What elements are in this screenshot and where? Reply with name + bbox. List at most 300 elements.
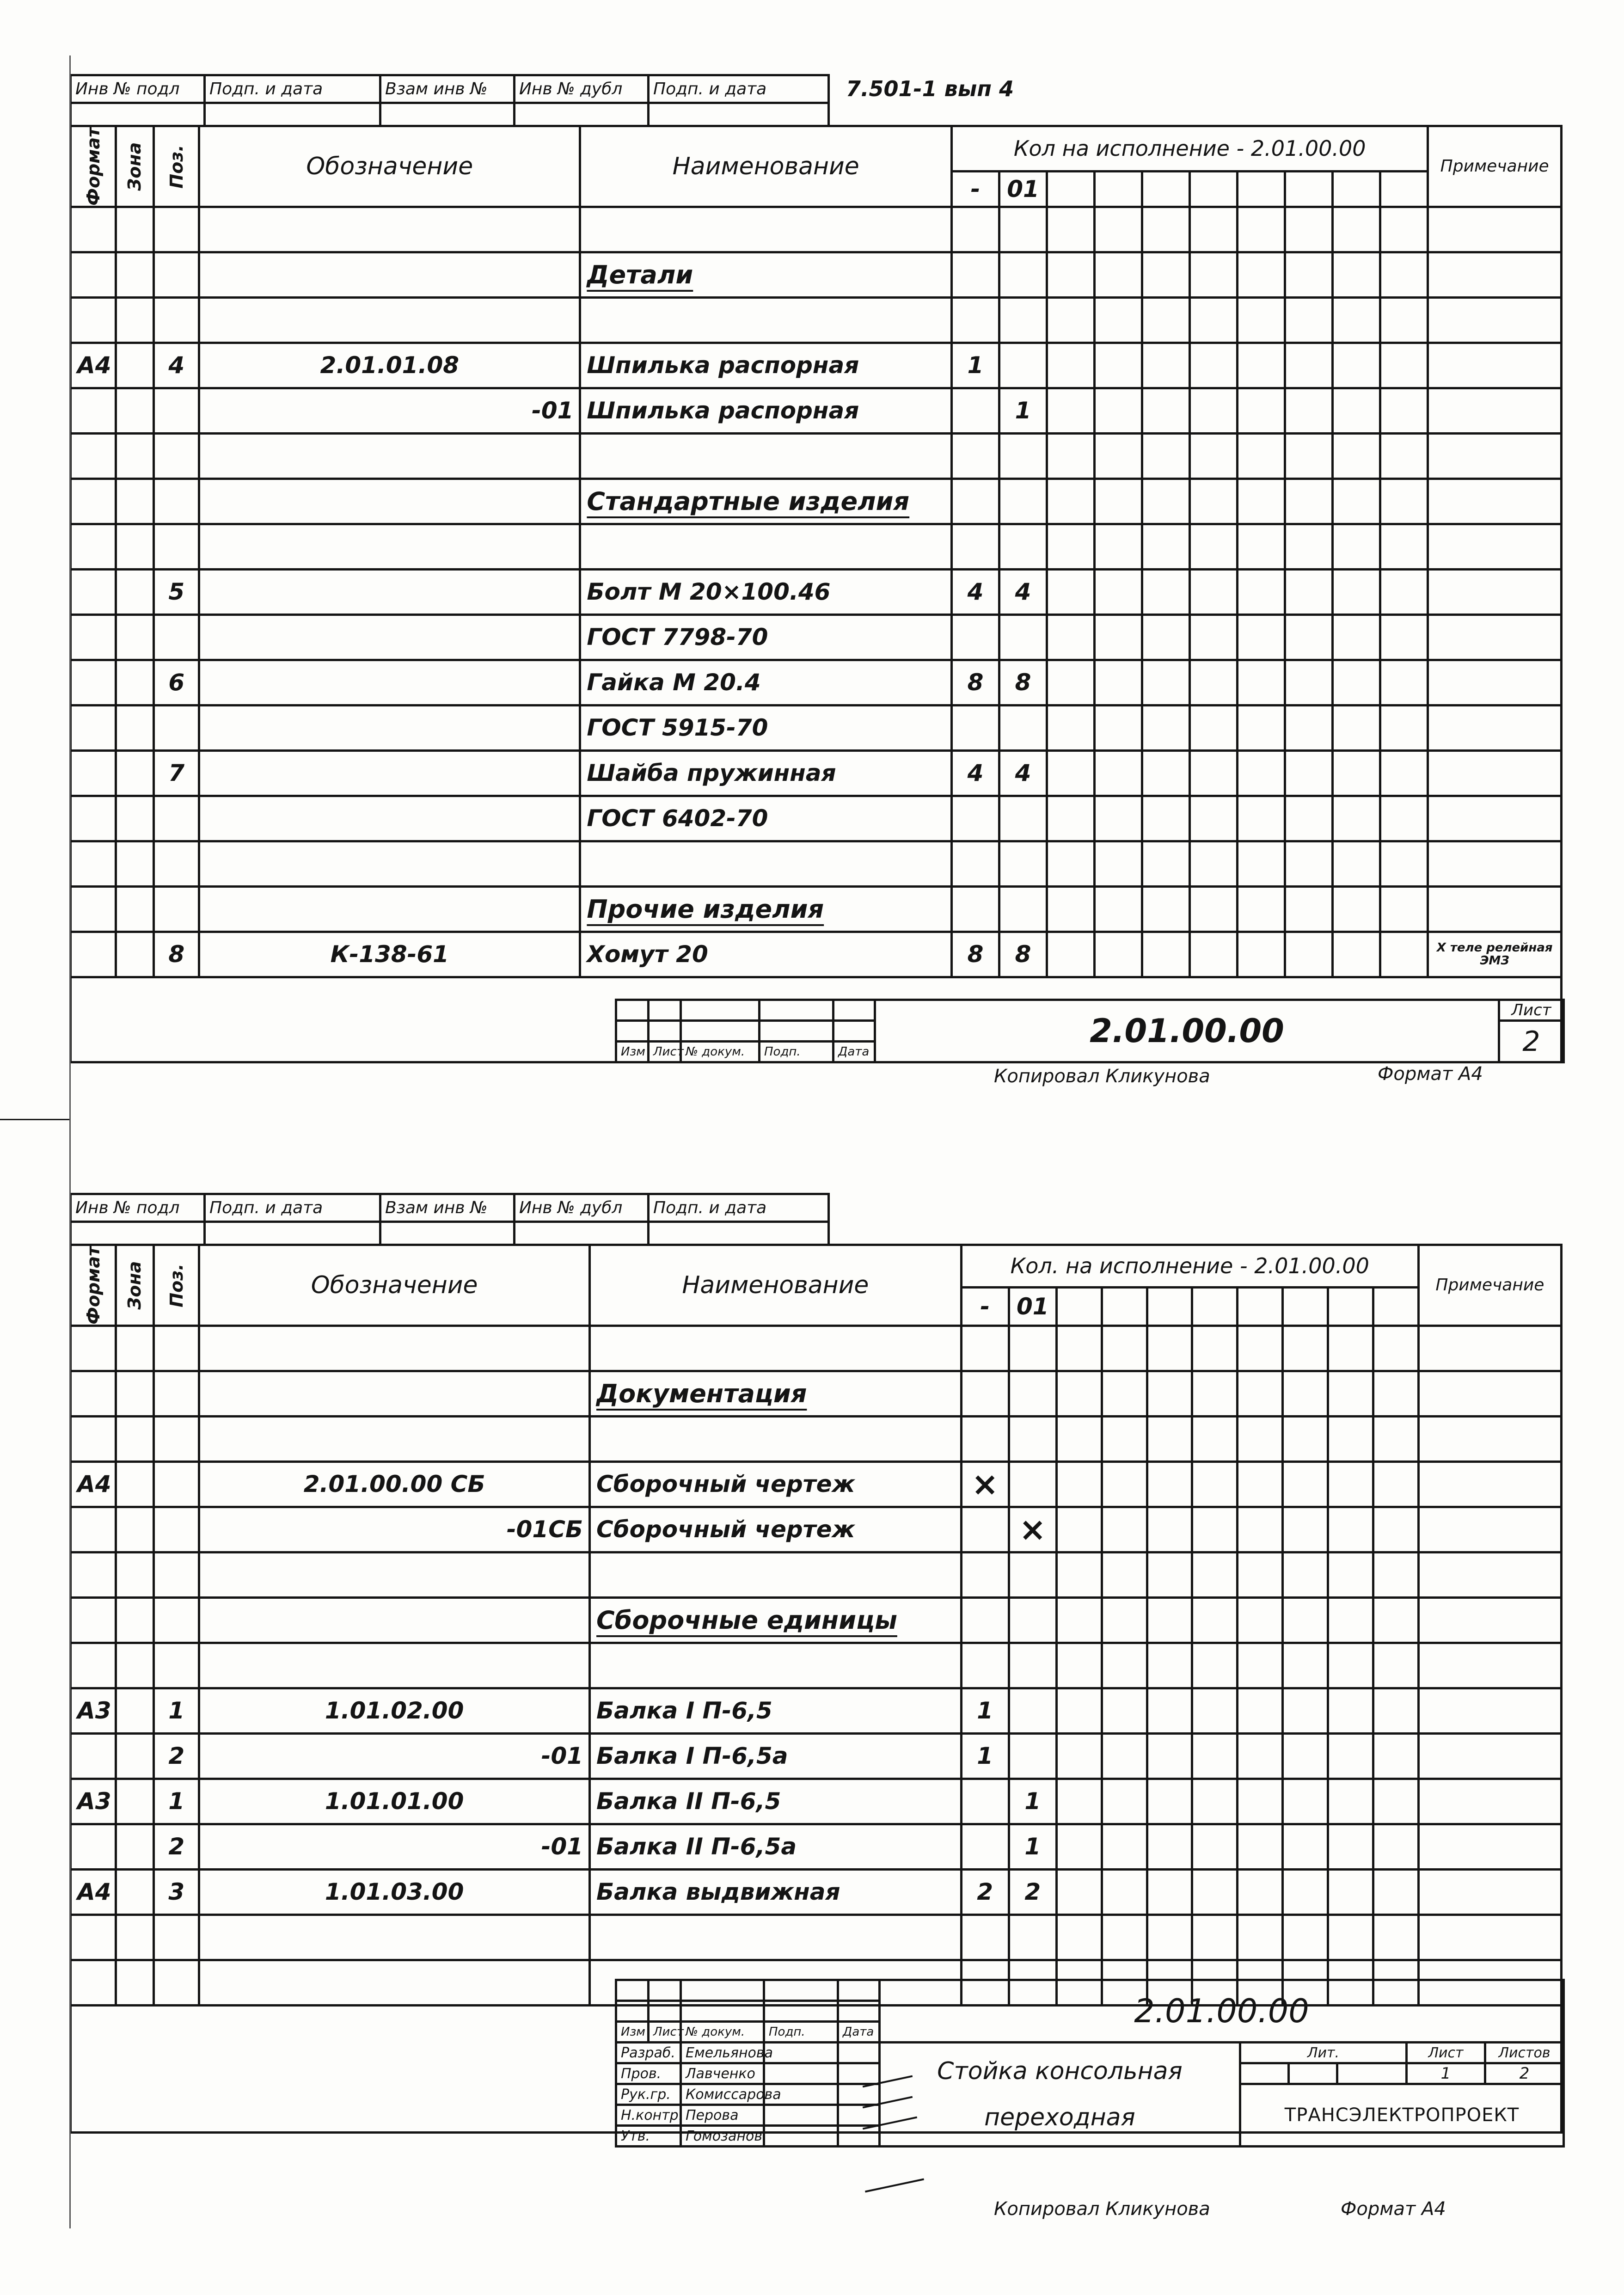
cell-qty-extra [1102,1869,1147,1915]
cell-qty-extra [1147,1507,1192,1552]
cell-qty-extra [1102,1461,1147,1507]
cell-name: Балка II П-6,5а [590,1824,962,1869]
cell-qty-extra [1056,1643,1102,1688]
cell-qty-extra [1102,1824,1147,1869]
cell-qty-extra [1056,1507,1102,1552]
cell-qty-extra [1373,1371,1418,1416]
cell-qty-b [1009,1461,1056,1507]
cell-pos: 1 [154,1779,199,1824]
cell-qty-extra [1373,1779,1418,1824]
tb-col: Изм [616,1042,649,1062]
cell-qty-extra [1238,1461,1283,1507]
cell-qty-extra [1373,1688,1418,1733]
sheets-total: 2 [1485,2063,1564,2084]
cell-name [590,1552,962,1597]
cell-format: А4 [71,1869,116,1915]
cell-qty-extra [1056,1688,1102,1733]
cell-name: Шпилька распорная [580,388,952,433]
cell-qty-extra [1328,1416,1373,1461]
cell-qty-extra [1192,1371,1238,1416]
cell-name: ГОСТ 7798-70 [580,614,952,660]
cell-name: Сборочный чертеж [590,1461,962,1507]
cell-qty-extra [1056,1371,1102,1416]
cell-qty-extra [1283,1688,1328,1733]
cell-format [71,1371,116,1416]
role-label: Пров. [616,2063,681,2084]
cell-name: Балка I П-6,5а [590,1733,962,1779]
cell-qty-a: 8 [952,932,999,977]
cell-qty-extra [1056,1733,1102,1779]
cell-qty-extra [1102,1915,1147,1960]
cell-qty-extra [1102,1416,1147,1461]
cell-qty-extra [1192,1688,1238,1733]
cell-name: ГОСТ 5915-70 [580,705,952,750]
table-row [71,1371,1562,1416]
section-heading: Сборочные единицы [596,1605,897,1635]
cell-zone [116,1960,153,2005]
cell-qty-b: 1 [1009,1779,1056,1824]
table-row [71,1915,1562,1960]
header-qty-a: - [952,171,999,207]
cell-qty-b [1009,1915,1056,1960]
stamp-col: Подп. и дата [205,75,380,103]
cell-qty-extra [1328,1869,1373,1915]
cell-qty-a [961,1507,1009,1552]
tb-col: Дата [833,1042,875,1062]
cell-qty-extra [1328,1688,1373,1733]
role-label: Утв. [616,2126,681,2147]
cell-qty-extra [1328,1461,1373,1507]
tb-col: Лист [649,1042,681,1062]
cell-qty-extra [1238,1325,1283,1371]
cell-qty-extra [1328,1824,1373,1869]
role-label: Н.контр. [616,2105,681,2126]
table-row [71,1461,1562,1507]
cell-designation: 2.01.00.00 СБ [199,1461,590,1507]
document-title-line1: Стойка консольная [937,2057,1183,2085]
header-note: Примечание [1418,1245,1561,1326]
cell-qty-extra [1056,1915,1102,1960]
cell-note [1418,1371,1561,1416]
section-heading: Документация [596,1379,807,1408]
cell-qty-a [961,1597,1009,1643]
cell-pos: 2 [154,1733,199,1779]
cell-qty-extra [1283,1915,1328,1960]
cell-qty-extra [1238,1915,1283,1960]
stamp-col: Инв № дубл [515,1194,649,1222]
tb-col: Лист [649,2022,681,2043]
cell-qty-extra [1102,1688,1147,1733]
cell-note [1418,1915,1561,1960]
cell-pos: 8 [154,932,199,977]
cell-designation: 1.01.03.00 [199,1869,590,1915]
cell-qty-extra [1192,1552,1238,1597]
tb-col: № докум. [681,1042,760,1062]
cell-qty-a [961,1416,1009,1461]
cell-name: Хомут 20 [580,932,952,977]
cell-name [590,1643,962,1688]
tb-col: Дата [838,2022,880,2043]
cell-format [71,1915,116,1960]
tb-col: Подп. [760,1042,833,1062]
cell-designation [199,1960,590,2005]
cell-qty-a [961,1643,1009,1688]
header-note: Примечание [1428,126,1562,207]
sheet-number: 2 [1499,1021,1564,1062]
cell-pos: 1 [154,1688,199,1733]
cell-qty-extra [1238,1688,1283,1733]
sheet-number: 1 [1407,2063,1485,2084]
cell-qty-b: 2 [1009,1869,1056,1915]
cell-qty-extra [1102,1325,1147,1371]
cell-note [1418,1733,1561,1779]
margin-line [69,55,71,2228]
cell-qty-b [1009,1552,1056,1597]
cell-qty-extra [1056,1416,1102,1461]
cell-qty-extra [1373,1824,1418,1869]
cell-qty-a: 1 [952,343,999,388]
cell-pos [154,1643,199,1688]
cell-zone [116,1371,153,1416]
cell-zone [116,1779,153,1824]
cell-qty-extra [1102,1643,1147,1688]
cell-format [71,1416,116,1461]
stamp-col: Подп. и дата [649,1194,829,1222]
cell-pos [154,1461,199,1507]
header-name: Наименование [580,126,952,207]
sheet-format: Формат А4 [1378,1063,1483,1085]
cell-qty-extra [1192,1733,1238,1779]
cell-qty-extra [1102,1733,1147,1779]
header-qty-a: - [961,1287,1009,1325]
cell-qty-a: 4 [952,750,999,796]
header-qty-title: Кол на исполнение - 2.01.00.00 [952,126,1428,172]
cell-format [71,1643,116,1688]
cell-qty-extra [1283,1461,1328,1507]
cell-designation: 2.01.01.08 [199,343,580,388]
stamp-col: Подп. и дата [649,75,829,103]
cell-name: Балка II П-6,5 [590,1779,962,1824]
cell-qty-extra [1147,1416,1192,1461]
cell-qty-extra [1147,1688,1192,1733]
cell-zone [116,1869,153,1915]
signature-mark [865,2178,924,2193]
cell-name: Гайка М 20.4 [580,660,952,705]
cell-qty-extra [1056,1461,1102,1507]
cell-designation [199,1597,590,1643]
cell-zone [116,1507,153,1552]
header-qty-b: 01 [1009,1287,1056,1325]
cell-note [1418,1824,1561,1869]
cell-qty-extra [1147,1643,1192,1688]
cell-zone [116,1915,153,1960]
header-format: Формат [71,126,116,207]
title-block-2 [615,1979,1565,2148]
role-name: Гомозанов [681,2126,764,2147]
cell-designation: -01 [199,1733,590,1779]
cell-zone [116,1824,153,1869]
cell-name [590,1416,962,1461]
cell-format [71,1733,116,1779]
cell-qty-extra [1283,1371,1328,1416]
cell-qty-extra [1147,1461,1192,1507]
cell-designation: 1.01.02.00 [199,1688,590,1733]
cell-name [590,1915,962,1960]
doc-number: 2.01.00.00 [875,1000,1499,1062]
cell-qty-extra [1056,1869,1102,1915]
cell-pos [154,1416,199,1461]
cell-pos: 4 [154,343,199,388]
section-heading: Детали [587,260,693,289]
cell-pos: 5 [154,569,199,614]
section-heading: Прочие изделия [587,894,824,924]
cell-qty-extra [1328,1325,1373,1371]
cell-note [1418,1416,1561,1461]
cell-name [590,1325,962,1371]
cell-qty-extra [1283,1507,1328,1552]
cell-zone [116,1552,153,1597]
table-row [71,1688,1562,1733]
cell-note [1418,1688,1561,1733]
cell-qty-extra [1373,1733,1418,1779]
cell-qty-extra [1373,1507,1418,1552]
cell-zone [116,1461,153,1507]
cell-qty-extra [1102,1779,1147,1824]
table-row [71,1824,1562,1869]
cell-qty-extra [1147,1733,1192,1779]
cell-qty-b: 4 [999,569,1047,614]
cell-qty-b [1009,1733,1056,1779]
cell-qty-extra [1238,1824,1283,1869]
cell-qty-extra [1056,1824,1102,1869]
table-row [71,1552,1562,1597]
header-pos: Поз. [154,126,199,207]
cell-qty-extra [1192,1416,1238,1461]
cell-name [590,1597,962,1643]
cell-qty-extra [1102,1552,1147,1597]
cell-qty-extra [1192,1597,1238,1643]
cell-note [1418,1643,1561,1688]
cell-qty-extra [1328,1733,1373,1779]
stamp-header-2 [69,1193,830,1246]
cell-qty-extra [1328,1552,1373,1597]
sheets-label: Листов [1485,2043,1564,2063]
role-name: Комиссарова [681,2084,764,2105]
header-zone: Зона [116,1245,153,1326]
cell-pos: 3 [154,1869,199,1915]
cell-format [71,1597,116,1643]
cell-name [590,1371,962,1416]
role-signature [764,2043,838,2063]
header-designation: Обозначение [199,1245,590,1326]
cell-format [71,1552,116,1597]
table-row [71,1779,1562,1824]
cell-qty-extra [1238,1779,1283,1824]
header-qty-b: 01 [999,171,1047,207]
cell-name: Балка выдвижная [590,1869,962,1915]
cell-qty-extra [1147,1371,1192,1416]
cell-name: Сборочный чертеж [590,1507,962,1552]
cell-qty-b: 1 [1009,1824,1056,1869]
cell-qty-extra [1373,1325,1418,1371]
header-qty-title: Кол. на исполнение - 2.01.00.00 [961,1245,1418,1288]
cell-qty-extra [1192,1461,1238,1507]
table-row [71,1733,1562,1779]
cell-qty-a: × [961,1461,1009,1507]
table-row [71,1416,1562,1461]
cell-qty-extra [1192,1779,1238,1824]
role-label: Разраб. [616,2043,681,2063]
cell-qty-extra [1192,1869,1238,1915]
cell-qty-extra [1056,1779,1102,1824]
cell-qty-b [1009,1416,1056,1461]
cell-qty-extra [1328,1915,1373,1960]
spec-table-2 [69,1244,1563,2007]
sheet-label: Лист [1407,2043,1485,2063]
cell-pos [154,1325,199,1371]
cell-qty-b: 8 [999,660,1047,705]
cell-designation [199,1371,590,1416]
stamp-col: Взам инв № [380,1194,515,1222]
margin-line [0,1119,69,1120]
cell-qty-extra [1192,1325,1238,1371]
cell-qty-a [961,1779,1009,1824]
cell-qty-extra [1238,1597,1283,1643]
cell-qty-b: 1 [999,388,1047,433]
cell-designation [199,1325,590,1371]
header-name: Наименование [590,1245,962,1326]
cell-qty-extra [1373,1597,1418,1643]
cell-format: А3 [71,1779,116,1824]
cell-designation [199,1416,590,1461]
cell-qty-extra [1147,1779,1192,1824]
cell-pos: 7 [154,750,199,796]
cell-qty-extra [1238,1643,1283,1688]
document-title-line2: переходная [984,2104,1135,2131]
cell-name: Болт М 20×100.46 [580,569,952,614]
cell-qty-extra [1056,1597,1102,1643]
cell-format [71,1824,116,1869]
cell-qty-extra [1238,1552,1283,1597]
cell-note [1418,1779,1561,1824]
cell-qty-a [961,1325,1009,1371]
cell-qty-extra [1283,1733,1328,1779]
cell-qty-extra [1373,1869,1418,1915]
stamp-col: Подп. и дата [205,1194,380,1222]
stamp-col: Инв № дубл [515,75,649,103]
lit-label: Лит. [1240,2043,1407,2063]
cell-pos [154,1371,199,1416]
cell-note [1418,1597,1561,1643]
cell-qty-extra [1147,1325,1192,1371]
cell-qty-a: 4 [952,569,999,614]
cell-qty-b [1009,1325,1056,1371]
cell-qty-a: 1 [961,1733,1009,1779]
stamp-col: Инв № подл [71,1194,205,1222]
cell-zone [116,1733,153,1779]
cell-qty-a [961,1824,1009,1869]
cell-format: А4 [71,1461,116,1507]
cell-designation: -01 [199,388,580,433]
cell-note: Х теле релейная ЭМЗ [1428,932,1562,977]
cell-qty-extra [1102,1371,1147,1416]
cell-format: А4 [71,343,116,388]
cell-qty-extra [1192,1643,1238,1688]
tb-col: № докум. [681,2022,764,2043]
cell-qty-extra [1238,1416,1283,1461]
cell-qty-extra [1283,1416,1328,1461]
section-heading: Стандартные изделия [587,486,910,516]
header-designation: Обозначение [199,126,580,207]
cell-qty-extra [1147,1824,1192,1869]
cell-qty-extra [1283,1643,1328,1688]
cell-qty-a [961,1371,1009,1416]
cell-qty-extra [1328,1779,1373,1824]
cell-qty-extra [1238,1733,1283,1779]
cell-pos: 2 [154,1824,199,1869]
table-row [71,1869,1562,1915]
cell-qty-b: 4 [999,750,1047,796]
cell-qty-b: 8 [999,932,1047,977]
sheet-label: Лист [1499,1000,1564,1021]
cell-qty-extra [1147,1597,1192,1643]
table-row [71,1597,1562,1643]
copied-by: Копировал Кликунова [994,1066,1210,1087]
cell-designation: -01СБ [199,1507,590,1552]
cell-qty-extra [1328,1371,1373,1416]
cell-name: Шайба пружинная [580,750,952,796]
cell-zone [116,1597,153,1643]
cell-qty-extra [1283,1552,1328,1597]
stamp-col: Инв № подл [71,75,205,103]
cell-qty-b [1009,1597,1056,1643]
cell-qty-extra [1328,1597,1373,1643]
cell-zone [116,1688,153,1733]
cell-qty-b: × [1009,1507,1056,1552]
cell-qty-extra [1147,1915,1192,1960]
cell-designation [199,1643,590,1688]
cell-designation: К-138-61 [199,932,580,977]
cell-qty-extra [1283,1325,1328,1371]
cell-qty-a [961,1915,1009,1960]
cell-qty-extra [1056,1325,1102,1371]
role-name: Емельянова [681,2043,764,2063]
cell-note [1418,1552,1561,1597]
cell-pos [154,1507,199,1552]
cell-name: Балка I П-6,5 [590,1688,962,1733]
role-name: Лавченко [681,2063,764,2084]
doc-reference: 7.501-1 вып 4 [846,76,1014,101]
table-row [71,1643,1562,1688]
cell-format [71,1325,116,1371]
cell-name: ГОСТ 6402-70 [580,796,952,841]
cell-qty-extra [1147,1552,1192,1597]
doc-number: 2.01.00.00 [880,1980,1564,2043]
sheet-format: Формат А4 [1341,2198,1446,2220]
cell-qty-extra [1373,1461,1418,1507]
tb-col: Подп. [764,2022,838,2043]
document-title [880,2043,1240,2147]
cell-name: Шпилька распорная [580,343,952,388]
cell-zone [116,1416,153,1461]
cell-designation [199,1915,590,1960]
cell-qty-b [1009,1371,1056,1416]
cell-qty-extra [1373,1552,1418,1597]
cell-pos [154,1597,199,1643]
cell-qty-extra [1056,1552,1102,1597]
cell-qty-extra [1238,1507,1283,1552]
role-label: Рук.гр. [616,2084,681,2105]
